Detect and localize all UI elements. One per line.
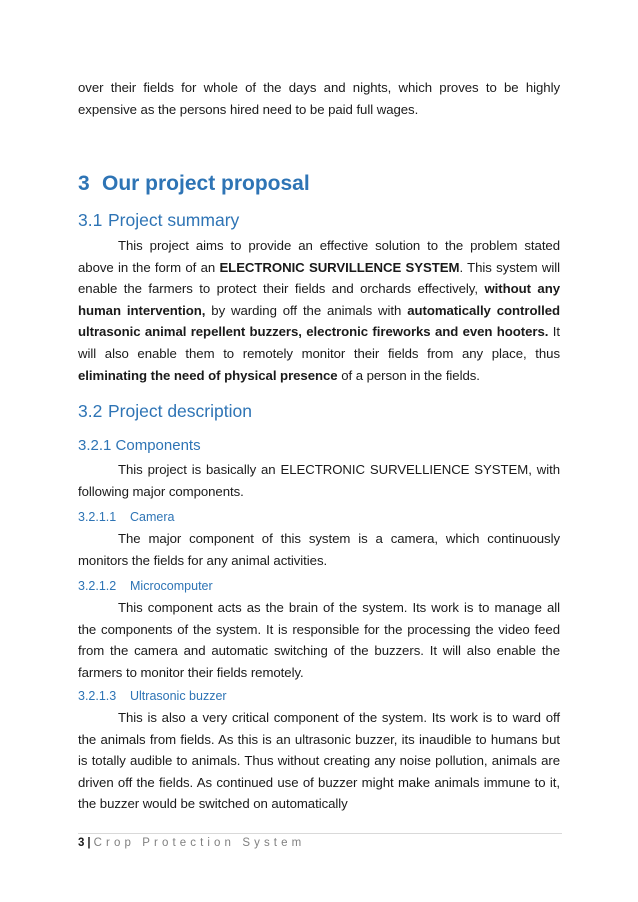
microcomputer-title: Microcomputer: [130, 579, 213, 593]
buzzer-number: 3.2.1.3: [78, 689, 117, 703]
page-footer: [78, 837, 305, 849]
buzzer-title: Ultrasonic buzzer: [130, 689, 227, 703]
section-3-1-number: 3.1: [78, 210, 103, 230]
summary-run-4: by warding off the animals with: [205, 302, 408, 318]
buzzer-heading-block: [78, 689, 560, 703]
section-3-2-number: 3.2: [78, 401, 103, 421]
section-3-2-heading: [78, 401, 560, 422]
summary-run-0: This project aims to provide an effective solution to the problem stated above in the form of an: [78, 238, 560, 275]
camera-paragraph-block: [78, 528, 560, 571]
camera-heading-block: [78, 510, 560, 524]
camera-paragraph: The major component of this system is a camera, which continuously monitors the fields for any animal activities.: [78, 531, 560, 568]
section-3-number: 3: [78, 172, 90, 195]
section-3-2-heading-block: [78, 401, 560, 422]
buzzer-paragraph-block: [78, 707, 560, 815]
summary-run-3: without any human intervention,: [78, 281, 560, 318]
camera-title: Camera: [130, 510, 175, 524]
section-3-2-1-heading: 3.2.1 Components: [78, 437, 201, 454]
camera-heading: [78, 510, 560, 524]
section-3-heading-block: [78, 172, 560, 196]
summary-run-5: automatically controlled ultrasonic animal repellent buzzers, electronic fireworks and even hooters.: [78, 302, 560, 340]
camera-number: 3.2.1.1: [78, 510, 117, 524]
microcomputer-paragraph-block: [78, 597, 560, 683]
section-3-1-title: Project summary: [108, 210, 240, 230]
components-paragraph: This project is basically an ELECTRONIC SURVELLIENCE SYSTEM, with following major components.: [78, 462, 560, 499]
summary-run-7: eliminating the need of physical presence: [78, 367, 338, 383]
footer-divider: [78, 833, 562, 834]
section-3-2-1-heading-block: [78, 437, 560, 454]
section-3-1-heading: [78, 210, 560, 231]
section-3-title: Our project proposal: [102, 172, 310, 195]
footer-document-title: Crop Protection System: [93, 837, 306, 849]
microcomputer-paragraph: This component acts as the brain of the system. Its work is to manage all the components of the system. It is responsible for the processing the video feed from the camera and automatic switching of the buzzers. It will also enable the farmers to monitor their fields remotely.: [78, 600, 560, 680]
microcomputer-heading: [78, 579, 560, 593]
components-paragraph-block: [78, 459, 560, 502]
section-3-1-heading-block: [78, 210, 560, 231]
footer-page-number: 3: [78, 837, 85, 849]
intro-paragraph-block: [78, 77, 560, 120]
project-summary-paragraph: [78, 235, 560, 386]
summary-run-1: ELECTRONIC SURVILLENCE SYSTEM: [219, 259, 460, 275]
section-3-heading: [78, 172, 560, 196]
summary-run-8: of a person in the fields.: [337, 367, 480, 383]
summary-run-2: . This system will enable the farmers to protect their fields and orchards effectively,: [78, 259, 560, 297]
section-3-1-paragraph-block: [78, 235, 560, 386]
buzzer-paragraph: This is also a very critical component of the system. Its work is to ward off the animals from fields. As this is an ultrasonic buzzer, its inaudible to humans but is totally audible to animals. Thus without creating any noise pollution, animals are driven off the fields. As continued use of buzzer might make animals immune to it, the buzzer would be switched on automatically: [78, 710, 560, 812]
footer-separator: |: [87, 837, 91, 849]
microcomputer-heading-block: [78, 579, 560, 593]
intro-paragraph: over their fields for whole of the days and nights, which proves to be highly expensive as the persons hired need to be paid full wages.: [78, 80, 560, 117]
buzzer-heading: [78, 689, 560, 703]
summary-run-6: It will also enable them to remotely monitor their fields from any place, thus: [78, 324, 560, 361]
microcomputer-number: 3.2.1.2: [78, 579, 117, 593]
section-3-2-title: Project description: [108, 401, 252, 421]
